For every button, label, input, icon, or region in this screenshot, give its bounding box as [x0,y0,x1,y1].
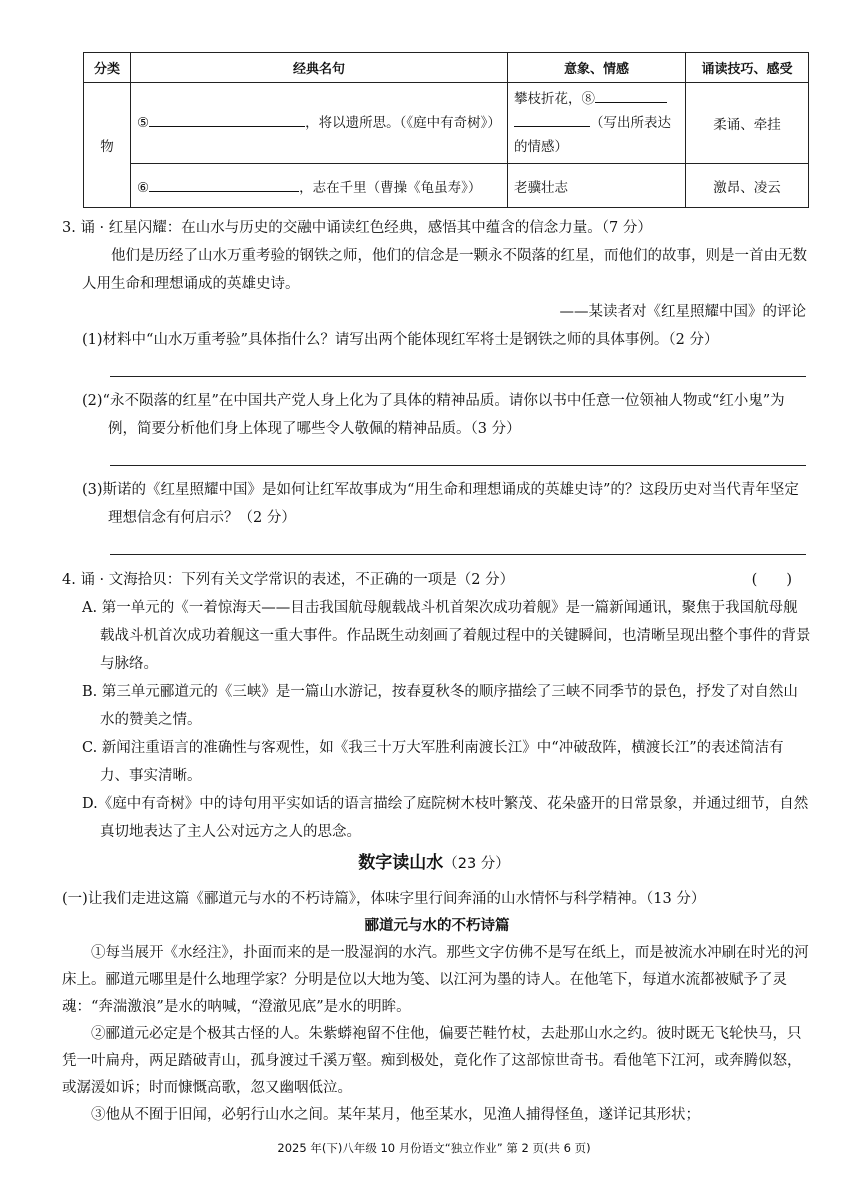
article-paragraph-1: ①每当展开《水经注》，扑面而来的是一股湿润的水汽。那些文字仿佛不是写在纸上，而是被流水冲刷在时光的河床上。郦道元哪里是什么地理学家？分明是位以大地为笺、以江河为墨的诗人。在他笔下，每道水流都被赋予了灵魂：“奔湍激浪”是水的呐喊，“澄澈见底”是水的明眸。 [62,945,809,1015]
imagery-note: （写出所表达的情感） [514,115,671,155]
section-title-text: 数字读山水 [358,853,444,873]
q4-stem-text: 4. 诵 · 文海拾贝：下列有关文学常识的表述，不正确的一项是（2 分） [62,572,515,588]
category-cell: 物 [84,83,131,208]
section-title [0,848,868,873]
option-d: D.《庭中有奇树》中的诗句用平实如话的语言描绘了庭院树木枝叶繁茂、花朵盛开的日常景象，并通过细节，自然真切地表达了主人公对远方之人的思念。 [82,796,809,840]
part1-intro: (一)让我们走进这篇《郦道元与水的不朽诗篇》，体味字里行间奔涌的山水情怀与科学精神。（13 分） [62,891,706,907]
quote-cell [131,164,508,208]
q3-material: 他们是历经了山水万重考验的钢铁之师，他们的信念是一颗永不陨落的红星，而他们的故事，则是一首由无数人用生命和理想诵成的英雄史诗。 [82,248,807,292]
question-4 [62,566,812,846]
answer-line-2[interactable] [110,443,806,466]
header-quote: 经典名句 [131,53,508,83]
fill-blank-5[interactable] [149,126,305,127]
poetry-table [83,52,809,208]
imagery-text: 攀枝折花，⑧ [514,91,595,107]
part-1 [62,886,812,1129]
header-category: 分类 [84,53,131,83]
answer-line-3[interactable] [110,532,806,555]
option-a: A. 第一单元的《一着惊海天——目击我国航母舰载战斗机首架次成功着舰》是一篇新闻通讯，聚焦于我国航母舰载战斗机首次成功着舰这一重大事件。作品既生动刻画了着舰过程中的关键瞬间，也清晰呈现出整个事件的背景与脉络。 [82,600,811,672]
option-c: C. 新闻注重语言的准确性与客观性，如《我三十万大军胜利南渡长江》中“冲破敌阵，横渡长江”的表述简洁有力、事实清晰。 [82,740,784,784]
table-row [84,164,809,208]
header-technique: 诵读技巧、感受 [686,53,809,83]
answer-line-1[interactable] [110,354,806,377]
technique-cell: 柔诵、牵挂 [686,83,809,164]
fill-blank-8b[interactable] [514,126,590,127]
quote-text: ，志在千里（曹操《龟虽寿》） [299,179,482,196]
article-paragraph-2: ②郦道元必定是个极其古怪的人。朱紫蟒袍留不住他，偏要芒鞋竹杖，去赴那山水之约。彼时既无飞轮快马，只凭一叶扁舟，两足踏破青山，孤身渡过千溪万壑。痴到极处，竟化作了这部惊世奇书。看他笔下江河，或奔腾似怒，或潺湲如诉；时而慷慨高歌，忽又幽咽低泣。 [62,1026,802,1096]
table-header-row [84,53,809,83]
item-number: ⑥ [137,179,150,196]
q4-stem [62,566,812,594]
fill-blank-6[interactable] [149,191,299,192]
q3-sub3: (3)斯诺的《红星照耀中国》是如何让红军故事成为“用生命和理想诵成的英雄史诗”的？这段历史对当代青年坚定理想信念有何启示？（2 分） [82,482,799,526]
q3-sub2: (2)“永不陨落的红星”在中国共产党人身上化为了具体的精神品质。请你以书中任意一位领袖人物或“红小鬼”为例，简要分析他们身上体现了哪些令人敬佩的精神品质。（3 分） [82,393,785,437]
option-b: B. 第三单元郦道元的《三峡》是一篇山水游记，按春夏秋冬的顺序描绘了三峡不同季节的景色，抒发了对自然山水的赞美之情。 [82,684,798,728]
imagery-cell: 老骥壮志 [508,164,686,208]
quote-cell [131,83,508,164]
answer-paren[interactable]: ( ) [751,572,792,588]
technique-cell: 激昂、凌云 [686,164,809,208]
section-points: （23 分） [443,856,510,872]
fill-blank-8a[interactable] [595,102,667,103]
quote-text: ，将以遗所思。（《庭中有奇树》） [305,115,501,131]
imagery-cell [508,83,686,164]
q3-sub1: (1)材料中“山水万重考验”具体指什么？请写出两个能体现红军将士是钢铁之师的具体事例。（2 分） [82,332,719,348]
q3-stem: 3. 诵 · 红星闪耀：在山水与历史的交融中诵读红色经典，感悟其中蕴含的信念力量。（7 分） [62,220,652,236]
article-title: 郦道元与水的不朽诗篇 [364,918,510,934]
item-number: ⑤ [137,115,150,131]
question-3 [62,214,812,555]
header-imagery: 意象、情感 [508,53,686,83]
q3-source: ——某读者对《红星照耀中国》的评论 [559,304,806,320]
page-footer: 2025 年(下)八年级 10 月份语文“独立作业” 第 2 页(共 6 页) [277,1141,591,1155]
table-row [84,83,809,164]
article-paragraph-3: ③他从不囿于旧闻，必躬行山水之间。某年某月，他至某水，见渔人捕得怪鱼，遂详记其形状； [91,1107,700,1123]
